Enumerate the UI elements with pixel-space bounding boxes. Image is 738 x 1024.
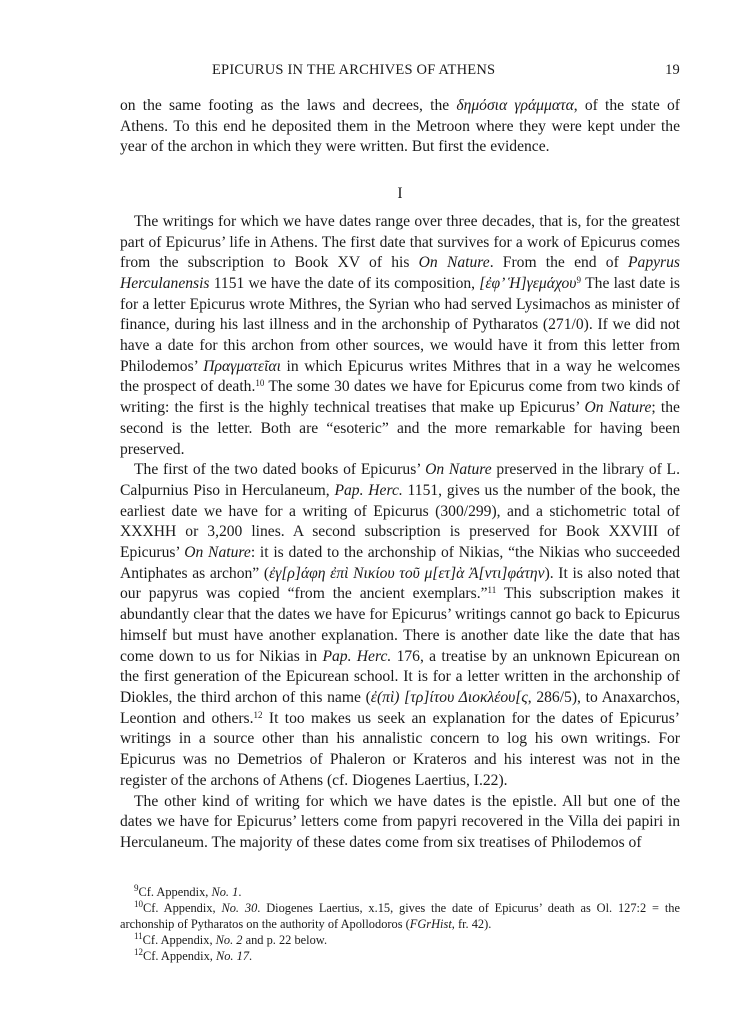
footnote-12: $^{12}$Cf. Appendix, No. 17. (134, 947, 253, 963)
running-title: EPICURUS IN THE ARCHIVES OF ATHENS (212, 62, 496, 78)
page-number: 19 (665, 62, 680, 78)
paragraph-continued: on the same footing as the laws and decrees, the δημόσια γράμματα, of the state of Athens. To this end he deposited them in the Metroon where they were kept under the year of the archon in which they were written. But first the evidence. (120, 97, 681, 156)
footnote-11: $^{11}$Cf. Appendix, No. 2 and p. 22 below. (134, 931, 328, 947)
paragraph: The writings for which we have dates range over three decades, that is, for the greatest part of Epicurus’ life in Athens. The first date that survives for a work of Epicurus comes from the subscription to Book XV of his On Nature. From the end of Papyrus Herculanensis 1151 we have the date of its composition, [ἐφ’ Ἡ]γεμάχου$^9$ The last date is for a letter Epicurus wrote Mithres, the Syrian who had served Lysimachos as minister of finance, during his last illness and in the archonship of Pytharatos (271/0). If we did not have a date for this archon from other sources, we would have it from this letter from Philodemos’ Πραγματεῖαι in which Epicurus writes Mithres that in a way he welcomes the prospect of death.$^{10}$ The some 30 dates we have for Epicurus come from two kinds of writing: the first is the highly technical treatises that make up Epicurus’ On Nature; the second is the letter. Both are “esoteric” and the more remarkable for having been preserved. (120, 212, 681, 458)
footnote-9: $^9$Cf. Appendix, No. 1. (134, 883, 242, 899)
section-number: I (397, 185, 403, 203)
footnote-ref[interactable]: 11 (487, 585, 497, 596)
body-text (120, 96, 680, 854)
footnote-ref[interactable]: 10 (255, 378, 265, 389)
paragraph: The other kind of writing for which we have dates is the epistle. All but one of the dates we have for Epicurus’ letters come from papyri recovered in the Villa dei papiri in Herculaneum. The majority of these dates come from six treatises of Philodemos of (120, 792, 680, 851)
footnote-10: $^{10}$Cf. Appendix, No. 30. Diogenes Laertius, x.15, gives the date of Epicurus’ death as Ol. 127:2 = the archonship of Pytharatos on the authority of Apollodoros (FGrHist, fr. 42). (120, 899, 680, 931)
footnote-ref[interactable]: 9 (576, 274, 581, 285)
footnotes (120, 884, 680, 964)
paragraph: The first of the two dated books of Epicurus’ On Nature preserved in the library of L. Calpurnius Piso in Herculaneum, Pap. Herc. 1151, gives us the number of the book, the earliest date we have for a writing of Epicurus (300/299), and a stichometric total of XXXHH or 3,200 lines. A second subscription is preserved for Book XXVIII of Epicurus’ On Nature: it is dated to the archonship of Nikias, “the Nikias who succeeded Antiphates as archon” (ἐγ[ρ]άφη ἐπὶ Νικίου τοῦ μ[ετ]ὰ Ἀ[ντι]φάτην). It is also noted that our papyrus was copied “from the ancient exemplars.”$^{11}$ This subscription makes it abundantly clear that the dates we have for Epicurus’ writings cannot go back to Epicurus himself but must have another explanation. There is another date like the date that has come down to us for Nikias in Pap. Herc. 176, a treatise by an unknown Epicurean on the first generation of the Epicurean school. It is for a letter written in the archonship of Diokles, the third archon of this name (ἐ(πὶ) [τρ]ίτου Διοκλέου[ς, 286/5), to Anaxarchos, Leontion and others.$^{12}$ It too makes us seek an explanation for the dates of Epicurus’ writings in a source other than his annalistic concern to log his own writings. For Epicurus was no Demetrios of Phaleron or Krateros and his interest was not in the register of the archons of Athens (cf. Diogenes Laertius, I.22). (120, 461, 681, 789)
footnote-ref[interactable]: 12 (253, 709, 263, 720)
